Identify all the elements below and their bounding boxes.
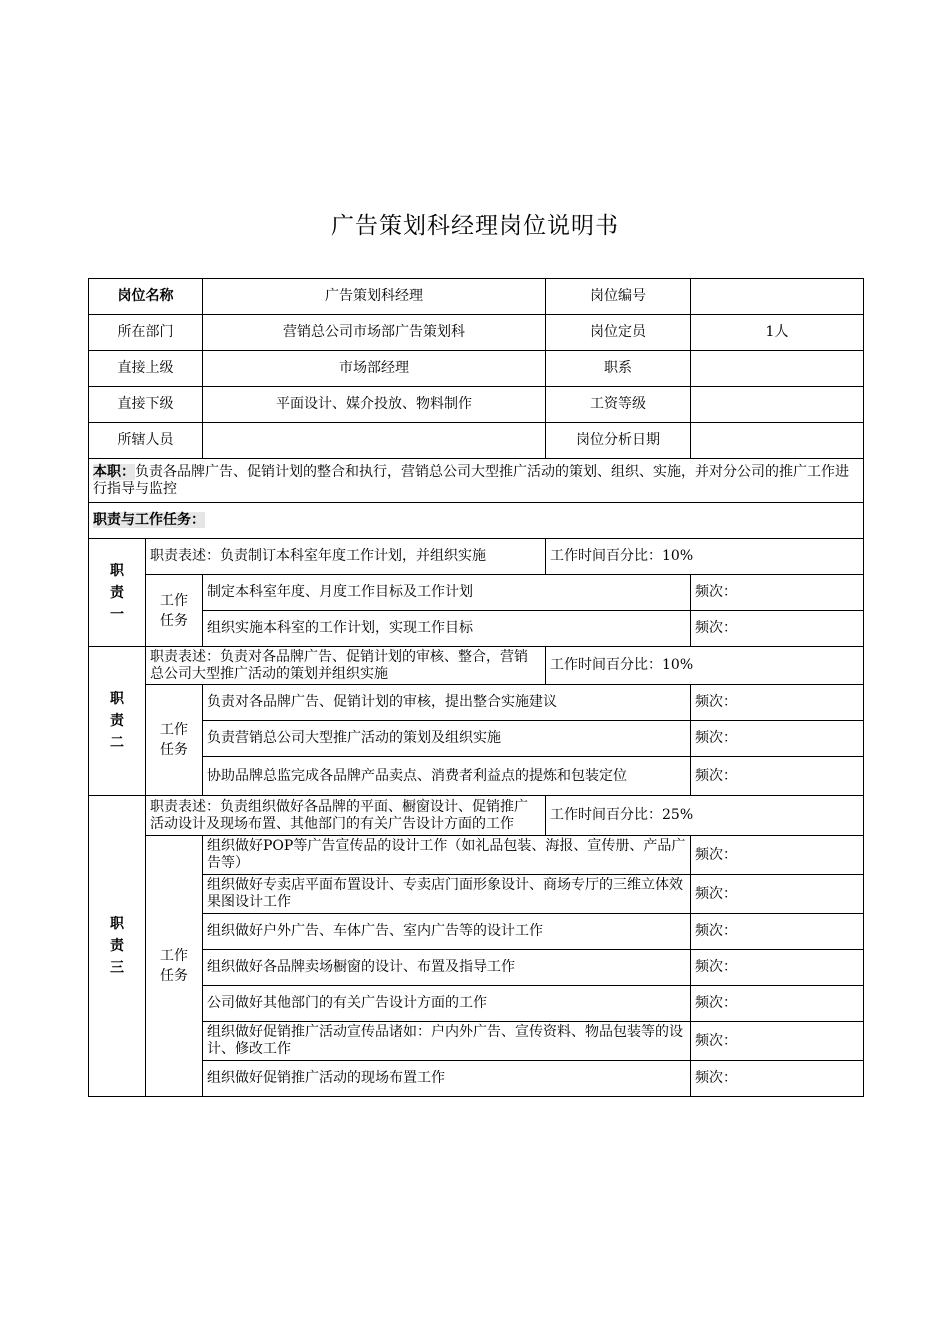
info-label: 所在部门: [89, 315, 203, 351]
frequency: 频次：: [691, 611, 864, 647]
task-item: 组织实施本科室的工作计划，实现工作目标: [203, 611, 691, 647]
frequency: 频次：: [691, 1022, 864, 1061]
task-item: 组织做好POP等广告宣传品的设计工作（如礼品包装、海报、宣传册、产品广告等）: [203, 836, 691, 875]
duty-2-label: 职 责 二: [89, 647, 146, 796]
info-value: [691, 387, 864, 423]
info-value: 广告策划科经理: [203, 279, 546, 315]
info-label: 所辖人员: [89, 423, 203, 459]
duty-summary-label: 本职：: [93, 463, 135, 480]
section-title-cell: [89, 503, 864, 539]
task-item: 组织做好专卖店平面布置设计、专卖店门面形象设计、商场专厅的三维立体效果图设计工作: [203, 875, 691, 914]
info-label: 直接上级: [89, 351, 203, 387]
info-label: 职系: [546, 351, 691, 387]
task-item: 协助品牌总监完成各品牌产品卖点、消费者利益点的提炼和包装定位: [203, 757, 691, 796]
info-value: 1人: [691, 315, 864, 351]
frequency: 频次：: [691, 721, 864, 757]
duty-3-label: 职 责 三: [89, 796, 146, 1097]
frequency: 频次：: [691, 685, 864, 721]
task-item: 负责营销总公司大型推广活动的策划及组织实施: [203, 721, 691, 757]
task-label: 工作 任务: [146, 575, 203, 647]
info-label: 岗位分析日期: [546, 423, 691, 459]
task-label: 工作 任务: [146, 685, 203, 796]
info-value: [691, 279, 864, 315]
duty-summary: [89, 459, 864, 503]
duty-description: 职责表述：负责对各品牌广告、促销计划的审核、整合，营销总公司大型推广活动的策划并组织实施: [146, 647, 546, 685]
info-label: 直接下级: [89, 387, 203, 423]
frequency: 频次：: [691, 986, 864, 1022]
task-item: 组织做好户外广告、车体广告、室内广告等的设计工作: [203, 914, 691, 950]
frequency: 频次：: [691, 875, 864, 914]
info-label: 岗位编号: [546, 279, 691, 315]
frequency: 频次：: [691, 1061, 864, 1097]
task-item: 组织做好各品牌卖场橱窗的设计、布置及指导工作: [203, 950, 691, 986]
duty-1-label: 职 责 一: [89, 539, 146, 647]
info-value: [691, 351, 864, 387]
time-percentage: 工作时间百分比：10%: [546, 539, 864, 575]
info-label: 工资等级: [546, 387, 691, 423]
task-label: 工作 任务: [146, 836, 203, 1097]
info-label: 岗位定员: [546, 315, 691, 351]
task-item: 组织做好促销推广活动的现场布置工作: [203, 1061, 691, 1097]
frequency: 频次：: [691, 836, 864, 875]
duty-description: 职责表述：负责组织做好各品牌的平面、橱窗设计、促销推广活动设计及现场布置、其他部门的有关广告设计方面的工作: [146, 796, 546, 836]
info-value: 市场部经理: [203, 351, 546, 387]
time-percentage: 工作时间百分比：10%: [546, 647, 864, 685]
section-title: 职责与工作任务：: [93, 512, 205, 528]
job-description-table: [88, 278, 864, 1097]
info-value: 平面设计、媒介投放、物料制作: [203, 387, 546, 423]
task-item: 制定本科室年度、月度工作目标及工作计划: [203, 575, 691, 611]
frequency: 频次：: [691, 914, 864, 950]
info-value: 营销总公司市场部广告策划科: [203, 315, 546, 351]
page-title: 广告策划科经理岗位说明书: [331, 213, 619, 239]
duty-description: 职责表述：负责制订本科室年度工作计划，并组织实施: [146, 539, 546, 575]
task-item: 公司做好其他部门的有关广告设计方面的工作: [203, 986, 691, 1022]
frequency: 频次：: [691, 950, 864, 986]
info-label: 岗位名称: [89, 279, 203, 315]
frequency: 频次：: [691, 757, 864, 796]
info-value: [691, 423, 864, 459]
info-value: [203, 423, 546, 459]
frequency: 频次：: [691, 575, 864, 611]
time-percentage: 工作时间百分比：25%: [546, 796, 864, 836]
task-item: 组织做好促销推广活动宣传品诸如：户内外广告、宣传资料、物品包装等的设计、修改工作: [203, 1022, 691, 1061]
task-item: 负责对各品牌广告、促销计划的审核，提出整合实施建议: [203, 685, 691, 721]
duty-summary-text: 负责各品牌广告、促销计划的整合和执行，营销总公司大型推广活动的策划、组织、实施，并对分公司的推广工作进行指导与监控: [93, 463, 849, 497]
